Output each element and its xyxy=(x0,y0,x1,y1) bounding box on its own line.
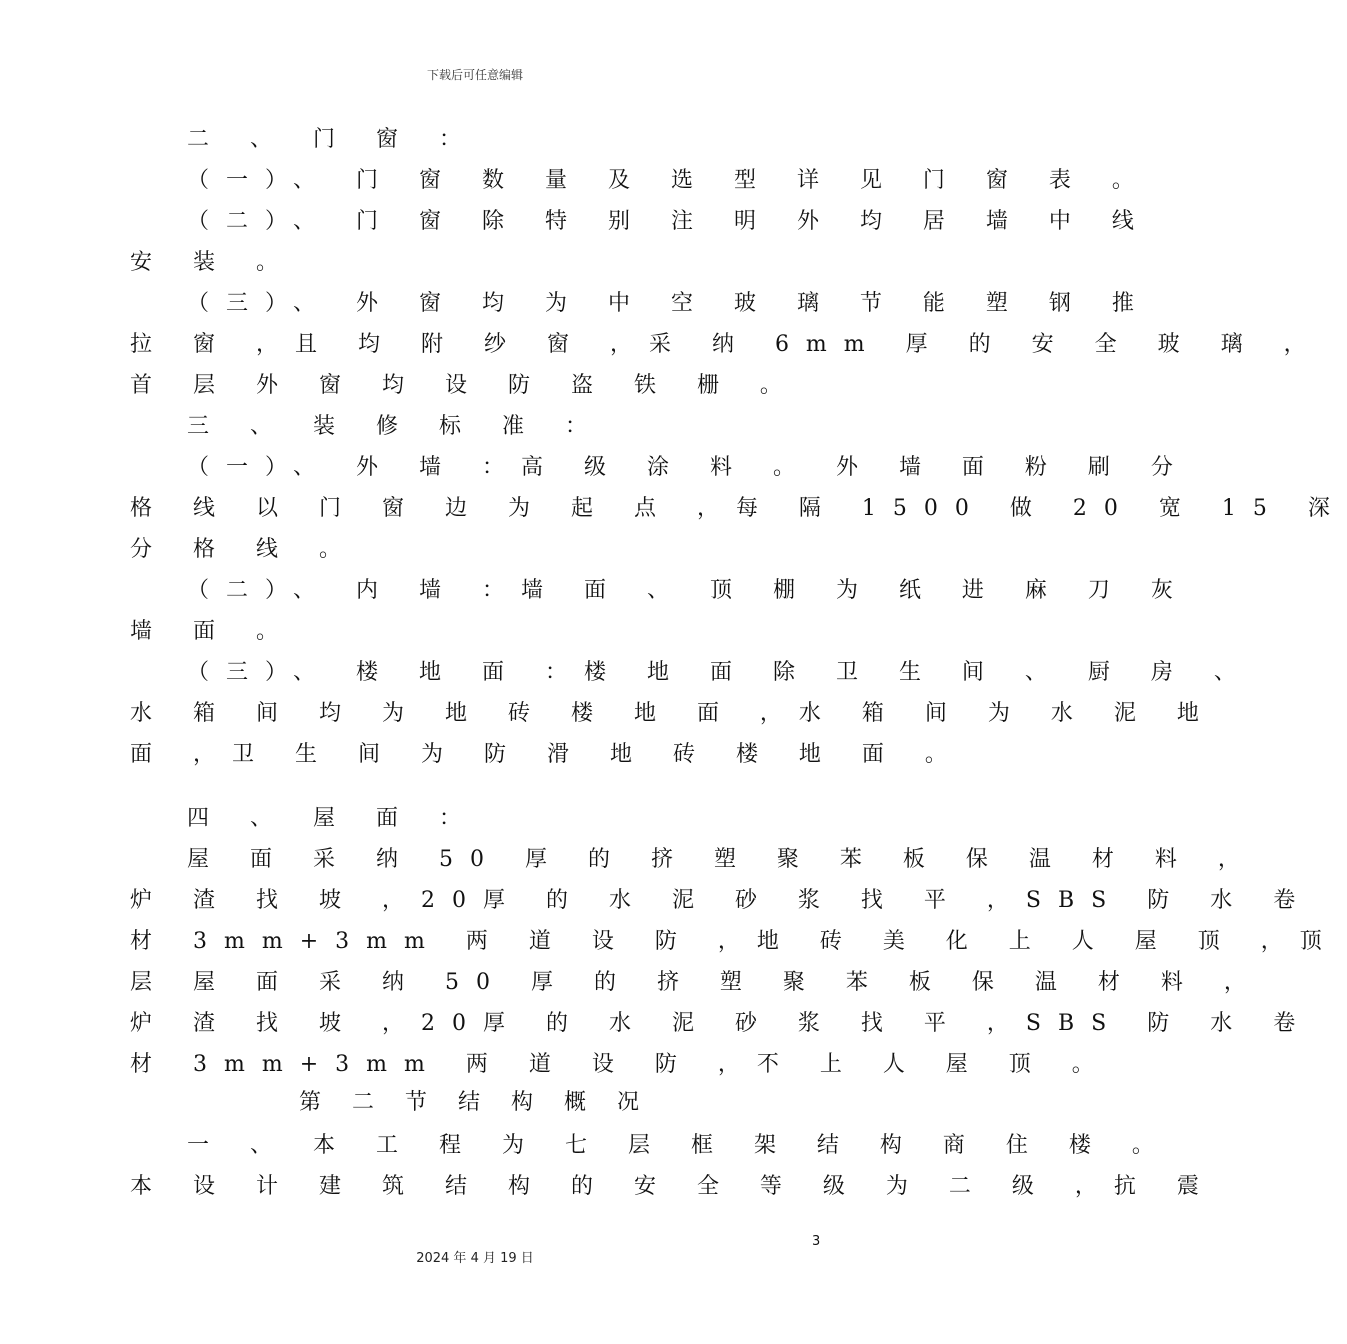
text-line: （一）、 门 窗 数 量 及 选 型 详 见 门 窗 表 。 xyxy=(187,168,1151,193)
text-line: 材 3mm+3mm 两 道 设 防 ，地 砖 美 化 上 人 屋 顶 ，顶 xyxy=(130,929,1339,954)
text-line: 炉 渣 找 坡 ，20厚 的 水 泥 砂 浆 找 平 ，SBS 防 水 卷 xyxy=(130,1011,1313,1036)
text-line: 三 、 装 修 标 准 ： xyxy=(187,414,604,439)
text-line: （二）、 内 墙 ：墙 面 、 顶 棚 为 纸 进 麻 刀 灰 xyxy=(187,578,1190,603)
text-line: （一）、 外 墙 ：高 级 涂 料 。 外 墙 面 粉 刷 分 xyxy=(187,455,1190,480)
text-line: （三）、 外 窗 均 为 中 空 玻 璃 节 能 塑 钢 推 xyxy=(187,291,1151,316)
text-line: 拉 窗 ，且 均 附 纱 窗 ，采 纳 6mm 厚 的 安 全 玻 璃 ， xyxy=(130,332,1323,357)
text-line: 屋 面 采 纳 50 厚 的 挤 塑 聚 苯 板 保 温 材 料 ， xyxy=(187,847,1257,872)
text-line: 四 、 屋 面 ： xyxy=(187,806,478,831)
text-line: 面 ，卫 生 间 为 防 滑 地 砖 楼 地 面 。 xyxy=(130,742,964,767)
text-line: 炉 渣 找 坡 ，20厚 的 水 泥 砂 浆 找 平 ，SBS 防 水 卷 xyxy=(130,888,1313,913)
page-footer-date: 2024 年 4 月 19 日 xyxy=(416,1251,534,1266)
text-line: 墙 面 。 xyxy=(130,619,295,644)
text-line: 本 设 计 建 筑 结 构 的 安 全 等 级 为 二 级 ，抗 震 xyxy=(130,1174,1216,1199)
page-header: 下载后可任意编辑 xyxy=(426,68,523,82)
page-number: 3 xyxy=(812,1234,821,1249)
text-line: 首 层 外 窗 均 设 防 盗 铁 栅 。 xyxy=(130,373,799,398)
text-line: 安 装 。 xyxy=(130,250,295,275)
section-title: 第 二 节 结 构 概 况 xyxy=(299,1090,651,1115)
text-line: 格 线 以 门 窗 边 为 起 点 ，每 隔 1500 做 20 宽 15 深 xyxy=(130,496,1347,521)
text-line: 层 屋 面 采 纳 50 厚 的 挤 塑 聚 苯 板 保 温 材 料 ， xyxy=(130,970,1263,995)
text-line: （三）、 楼 地 面 ：楼 地 面 除 卫 生 间 、 厨 房 、 xyxy=(187,660,1253,685)
text-line: 二 、 门 窗 ： xyxy=(187,127,478,152)
text-line: 分 格 线 。 xyxy=(130,537,358,562)
text-line: （二）、 门 窗 除 特 别 注 明 外 均 居 墙 中 线 xyxy=(187,209,1151,234)
text-line: 材 3mm+3mm 两 道 设 防 ，不 上 人 屋 顶 。 xyxy=(130,1052,1111,1077)
text-line: 一 、 本 工 程 为 七 层 框 架 结 构 商 住 楼 。 xyxy=(187,1133,1171,1158)
text-line: 水 箱 间 均 为 地 砖 楼 地 面 ，水 箱 间 为 水 泥 地 xyxy=(130,701,1216,726)
